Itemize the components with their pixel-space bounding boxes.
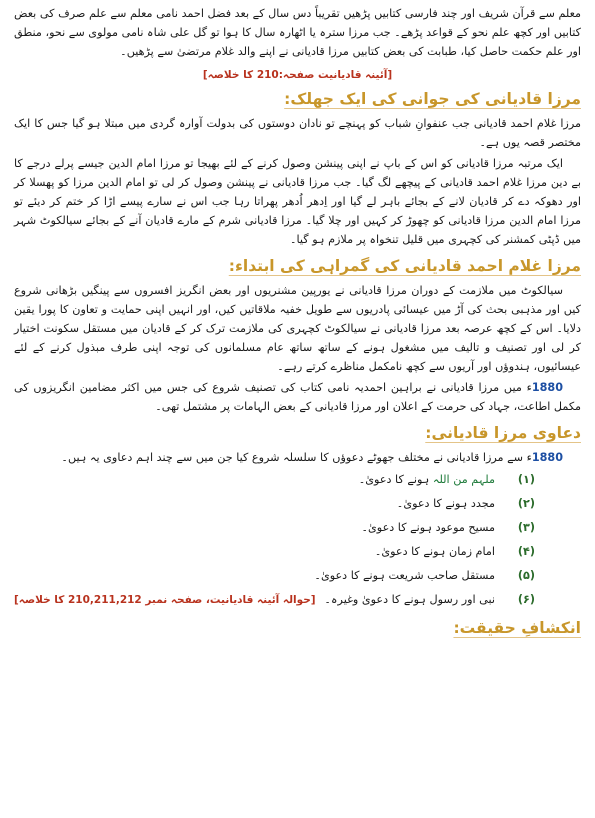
claim-item: (۲) مجدد ہونے کا دعویٰ۔	[14, 493, 535, 514]
intro-source-row	[14, 63, 581, 82]
youth-paragraph-1: مرزا غلام احمد قادیانی جب عنفوانِ شباب کو پہنچے تو نادان دوستوں کی بدولت آوارہ گردی میں مبتلا ہو گیا جس کا ایک مختصر قصہ یوں ہے۔	[14, 117, 581, 149]
youth-paragraph-2: ایک مرتبہ مرزا قادیانی کو اس کے باپ نے اپنی پینشن وصول کرنے کے لئے بھیجا تو مرزا امام الدین جیسے پرلے درجے کا بے دین مرزا غلام احمد قادیانی کے پیچھے لگ گیا۔ جب مرزا قادیانی نے پینشن وصول کر لی تو امام الدین مرزا کو پھسلا کر اور دھوکہ دے کر قادیان لانے کے بجائے باہر لے گیا اور اِدھر اُدھر پھراتا رہا جب اس نے سارے پیسے اڑا کر ختم کر دیئے تو مرزا امام الدین مرزا قادیانی کو چھوڑ کر کہیں اور چلا گیا۔ مرزا قادیانی شرم کے مارے قادیان آنے کے بجائے سیالکوٹ شہر میں ڈپٹی کمشنر کی کچہری میں قلیل تنخواہ پر ملازم ہو گیا۔	[14, 157, 581, 246]
misguidance-paragraph-2: 1880ء میں مرزا قادیانی نے براہین احمدیہ نامی کتاب کی تصنیف شروع کی جس میں اکثر مضامین انگریزوں کی مکمل اطاعت، جہاد کی حرمت کے اعلان اور مرزا قادیانی کے بعض الہامات پر مشتمل تھی۔	[14, 381, 581, 413]
claim-number: (۶)	[517, 593, 535, 606]
intro-source-citation: [آئینہ قادیانیت صفحہ:210 کا خلاصہ]	[202, 69, 393, 81]
claim-number: (۴)	[517, 545, 535, 558]
claim-item: (۴) امام زمان ہونے کا دعویٰ۔	[14, 541, 535, 562]
claim-arabic-phrase: ملہم من اللہ	[432, 473, 495, 486]
misguidance-paragraph-1: سیالکوٹ میں ملازمت کے دوران مرزا قادیانی نے یورپین مشنریوں اور بعض انگریز افسروں سے پینگیں بڑھانی شروع کیں اور مذہبی بحث کی آڑ میں عیسائی پادریوں سے طویل خفیہ ملاقاتیں کیں، اور انہیں اپنی حمایت و تعاون کا پورا یقین دلایا۔ اس کے کچھ عرصہ بعد مرزا قادیانی نے سیالکوٹ کچہری کی ملازمت ترک کر کے قادیان میں مستقل سکونت اختیار کر لی اور تصنیف و تالیف میں مشغول ہونے کے ساتھ ساتھ عام مسلمانوں کی توجہ اپنی طرف مبذول کرنے کے لئے عیسائیوں، ہندوؤں اور آریوں سے کچھ نامکمل مناظرے کرتے رہے۔	[14, 284, 581, 373]
year-1880: 1880	[531, 381, 563, 394]
claim-item: (۶) نبی اور رسول ہونے کا دعویٰ وغیرہ۔ [حوالہ آئینہ قادیانیت، صفحہ نمبر 210,211,212 کا خلاصہ]	[14, 589, 535, 611]
claim-item: (۵) مستقل صاحب شریعت ہونے کا دعویٰ۔	[14, 565, 535, 586]
year-1880-claims: 1880	[531, 451, 563, 464]
claim-item: (۱) ملہم من اللہ ہونے کا دعویٰ۔	[14, 469, 535, 490]
claims-list	[14, 469, 581, 611]
claims-heading: دعاوی مرزا قادیانی:	[425, 424, 581, 442]
claim-item: (۳) مسیح موعود ہونے کا دعویٰ۔	[14, 517, 535, 538]
intro-paragraph: معلم سے قرآن شریف اور چند فارسی کتابیں پڑھیں تقریباً دس سال کے بعد فضل احمد نامی معلم سے علم صرف کی بعض کتابیں اور کچھ علم نحو کے قواعد پڑھے۔ جب مرزا سترہ یا اٹھارہ سال کا ہوا تو گل علی شاہ نامی مولوی سے نحو، منطق اور علم حکمت حاصل کیا، طبابت کی بعض کتابیں مرزا قادیانی نے اپنے والد غلام مرتضیٰ سے پڑھیں۔	[14, 7, 581, 58]
claim-number: (۱)	[517, 473, 535, 486]
claim-number: (۲)	[517, 497, 535, 510]
misguidance-heading: مرزا غلام احمد قادیانی کی گمراہی کی ابتداء:	[228, 257, 581, 275]
youth-heading: مرزا قادیانی کی جوانی کی ایک جھلک:	[284, 90, 581, 108]
claims-intro: 1880ء سے مرزا قادیانی نے مختلف جھوٹے دعوؤں کا سلسلہ شروع کیا جن میں سے چند اہم دعاوی یہ ہیں۔	[61, 451, 563, 464]
claim-number: (۳)	[517, 521, 535, 534]
revelation-heading: انکشافِ حقیقت:	[453, 619, 581, 637]
claims-source-citation: [حوالہ آئینہ قادیانیت، صفحہ نمبر 210,211,212 کا خلاصہ]	[14, 594, 316, 606]
claim-number: (۵)	[517, 569, 535, 582]
